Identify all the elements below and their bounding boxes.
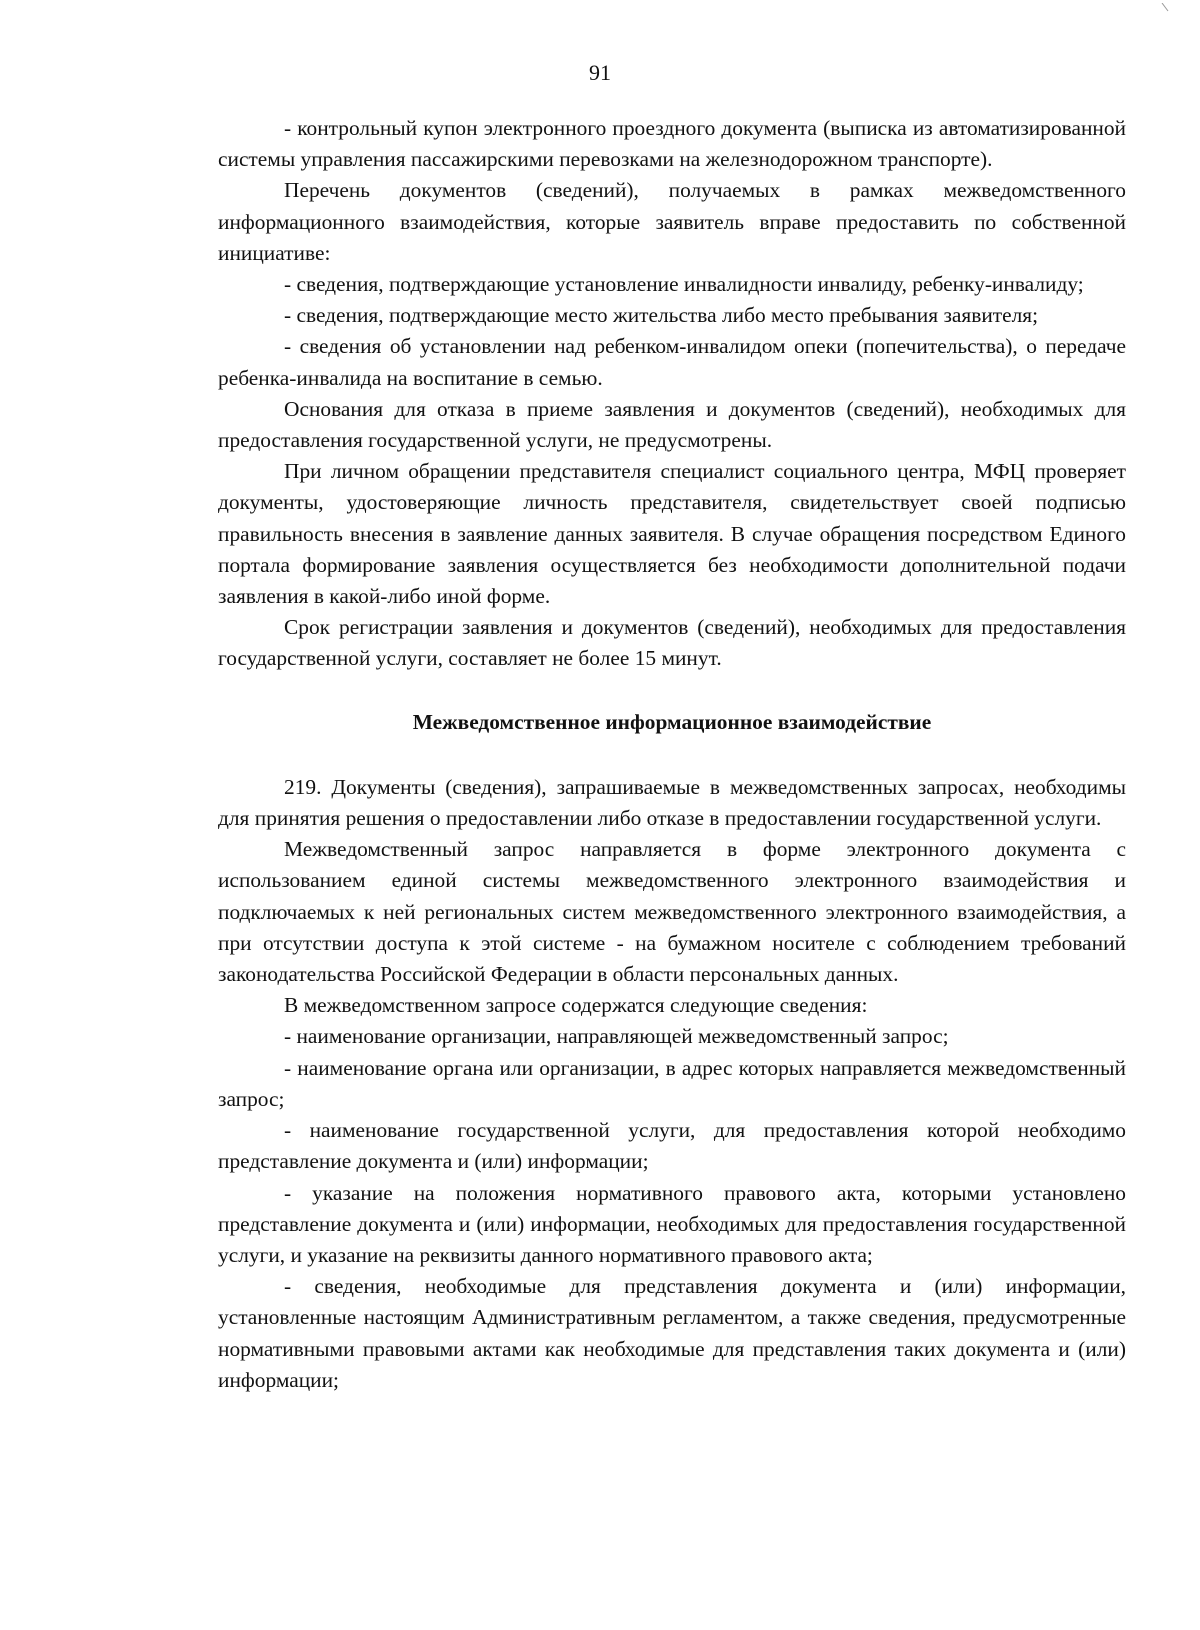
paragraph-registration-term: Срок регистрации заявления и документов (сведений), необходимых для предоставления государственной услуги, составляет не более 15 минут.	[218, 615, 1126, 671]
document-body	[218, 113, 1126, 1396]
scan-edge-mark	[1160, 0, 1170, 10]
list-item-organization-name: - наименование организации, направляющей межведомственный запрос;	[284, 1024, 949, 1049]
paragraph-refusal-grounds: Основания для отказа в приеме заявления и документов (сведений), необходимых для предоставления государственной услуги, не предусмотрены.	[218, 396, 1126, 453]
list-item-required-info: - сведения, необходимые для представления документа и (или) информации, установленные настоящим Административным регламентом, а также сведения, предусмотренные нормативными правовыми актами как необходимые для представления таких документа и (или) информации;	[218, 1274, 1126, 1392]
list-item-service-name: - наименование государственной услуги, для предоставления которой необходимо представление документа и (или) информации;	[218, 1118, 1126, 1174]
paragraph-documents-list: Перечень документов (сведений), получаемых в рамках межведомственного информационного взаимодействия, которые заявитель вправе предоставить по собственной инициативе:	[218, 178, 1126, 265]
list-item-legal-provisions: - указание на положения нормативного правового акта, которыми установлено представление документа и (или) информации, необходимых для предоставления государственной услуги, и указание на реквизиты данного нормативного правового акта;	[218, 1180, 1126, 1267]
list-item-disability: - сведения, подтверждающие установление инвалидности инвалиду, ребенку-инвалиду;	[284, 272, 1084, 297]
paragraph-request-form: Межведомственный запрос направляется в форме электронного документа с использованием единой системы межведомственного электронного взаимодействия и подключаемых к ней региональных систем межведомственного электронного взаимодействия, а при отсутствии доступа к этой системе - на бумажном носителе с соблюдением требований законодательства Российской Федерации в области персональных данных.	[218, 837, 1126, 987]
list-item-guardianship: - сведения об установлении над ребенком-инвалидом опеки (попечительства), о передаче ребенка-инвалида на воспитание в семью.	[218, 334, 1126, 390]
paragraph-coupon: - контрольный купон электронного проездного документа (выписка из автоматизированной системы управления пассажирскими перевозками на железнодорожном транспорте).	[218, 116, 1126, 172]
page-number: 91	[589, 60, 611, 85]
list-item-recipient-name: - наименование органа или организации, в адрес которых направляется межведомственный запрос;	[218, 1055, 1126, 1111]
list-item-residence: - сведения, подтверждающие место жительства либо место пребывания заявителя;	[284, 303, 1039, 328]
section-heading: Межведомственное информационное взаимодействие	[412, 709, 932, 734]
paragraph-request-contents: В межведомственном запросе содержатся следующие сведения:	[284, 993, 868, 1018]
paragraph-219: 219. Документы (сведения), запрашиваемые в межведомственных запросах, необходимы для принятия решения о предоставлении либо отказе в предоставлении государственной услуги.	[218, 774, 1126, 831]
paragraph-representative: При личном обращении представителя специалист социального центра, МФЦ проверяет документы, удостоверяющие личность представителя, свидетельствует своей подписью правильность внесения в заявление данных заявителя. В случае обращения посредством Единого портала формирование заявления осуществляется без необходимости дополнительной подачи заявления в какой-либо иной форме.	[218, 459, 1126, 609]
